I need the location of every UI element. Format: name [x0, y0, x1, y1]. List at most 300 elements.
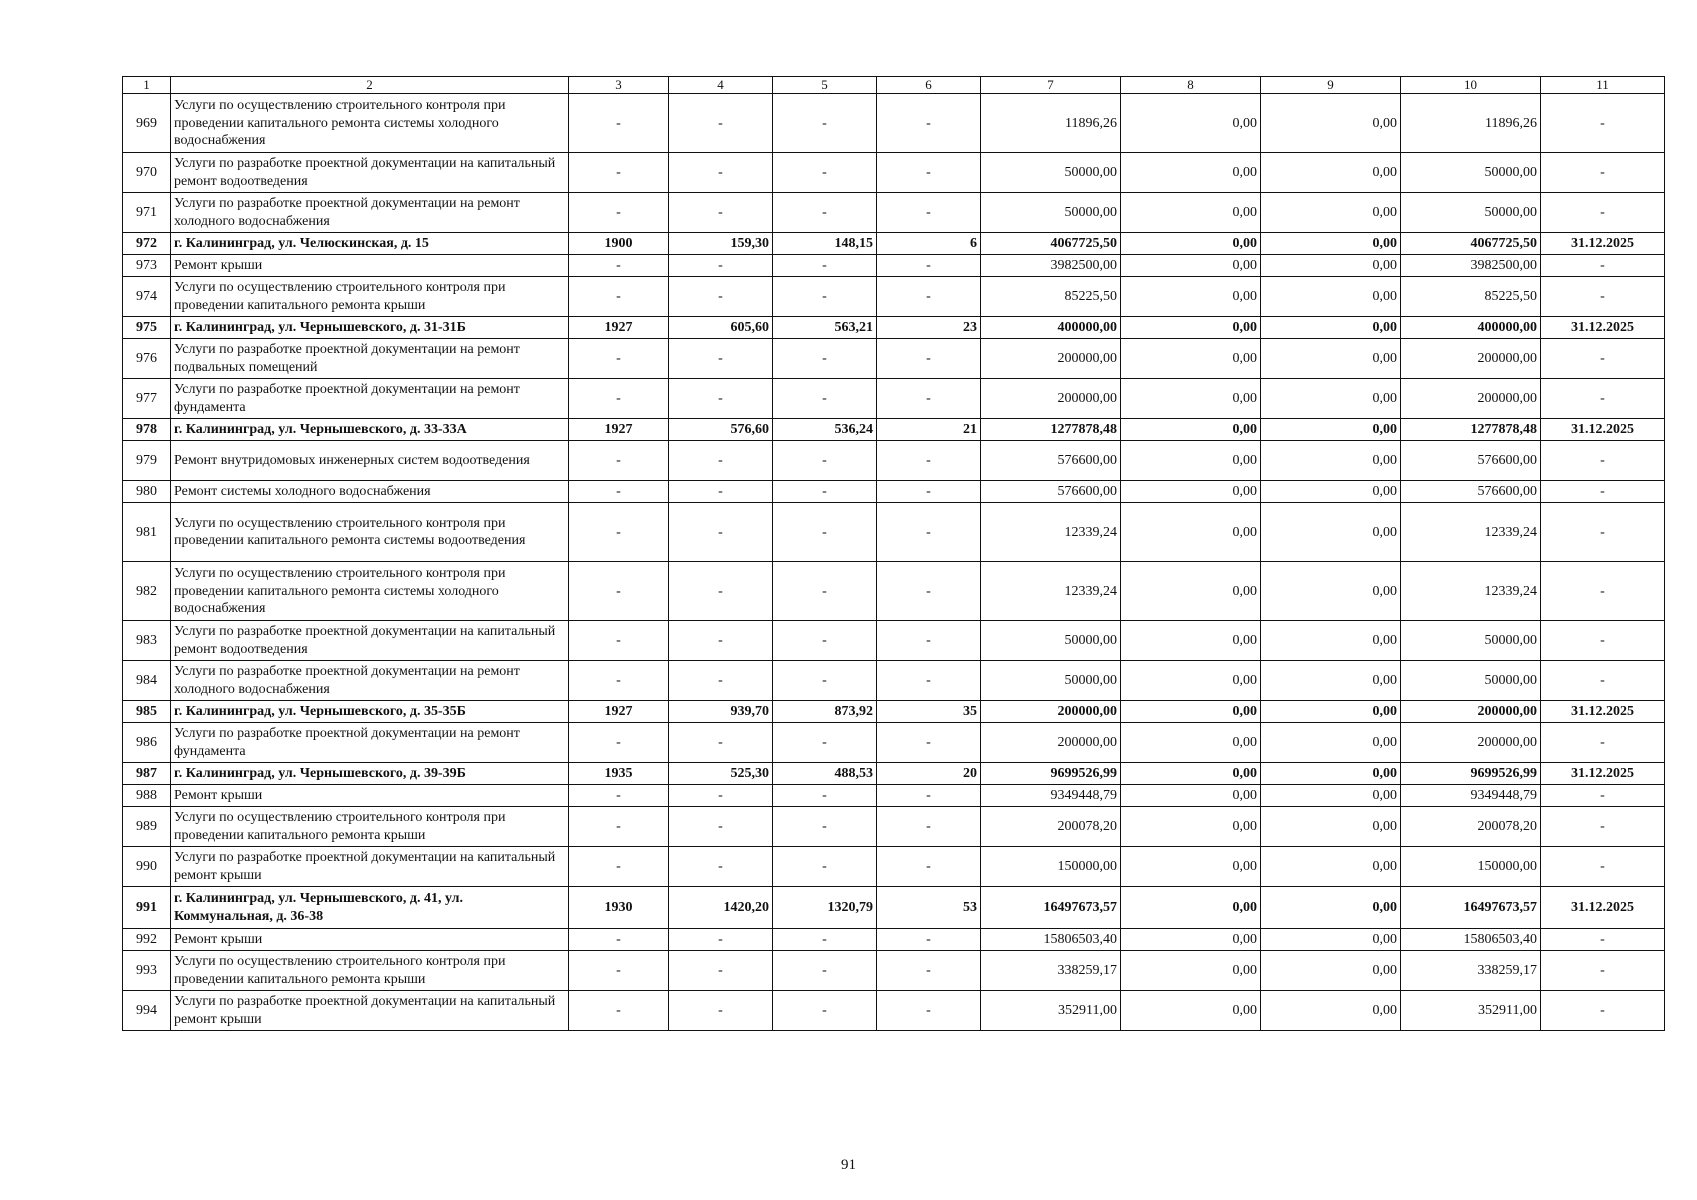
residential-area-cell: -: [773, 153, 877, 193]
total-area-cell: -: [669, 481, 773, 503]
residential-area-cell: -: [773, 339, 877, 379]
deadline-cell: -: [1541, 621, 1665, 661]
table-row: [123, 785, 1665, 807]
cost-cell-9: 0,00: [1261, 763, 1401, 785]
total-cost-cell: 400000,00: [981, 317, 1121, 339]
residents-cell: -: [877, 339, 981, 379]
row-number: 970: [123, 153, 171, 193]
residential-area-cell: -: [773, 621, 877, 661]
year-built-cell: -: [569, 785, 669, 807]
deadline-cell: 31.12.2025: [1541, 317, 1665, 339]
residents-cell: -: [877, 991, 981, 1031]
row-number: 992: [123, 929, 171, 951]
total-area-cell: 159,30: [669, 233, 773, 255]
table-row: [123, 317, 1665, 339]
year-built-cell: 1927: [569, 419, 669, 441]
residential-area-cell: -: [773, 785, 877, 807]
year-built-cell: 1935: [569, 763, 669, 785]
row-number: 978: [123, 419, 171, 441]
cost-cell-9: 0,00: [1261, 481, 1401, 503]
cost-cell-8: 0,00: [1121, 277, 1261, 317]
total-area-cell: -: [669, 785, 773, 807]
work-description: Услуги по разработке проектной документации на ремонт подвальных помещений: [171, 339, 569, 379]
year-built-cell: -: [569, 562, 669, 621]
residents-cell: 23: [877, 317, 981, 339]
deadline-cell: -: [1541, 562, 1665, 621]
residents-cell: -: [877, 255, 981, 277]
residential-area-cell: -: [773, 991, 877, 1031]
total-area-cell: -: [669, 339, 773, 379]
residential-area-cell: -: [773, 481, 877, 503]
cost-cell-10: 15806503,40: [1401, 929, 1541, 951]
residents-cell: -: [877, 621, 981, 661]
residential-area-cell: 873,92: [773, 701, 877, 723]
residents-cell: -: [877, 481, 981, 503]
cost-cell-8: 0,00: [1121, 991, 1261, 1031]
residents-cell: -: [877, 929, 981, 951]
cost-cell-10: 1277878,48: [1401, 419, 1541, 441]
total-area-cell: -: [669, 991, 773, 1031]
year-built-cell: -: [569, 951, 669, 991]
year-built-cell: -: [569, 847, 669, 887]
cost-cell-10: 200000,00: [1401, 379, 1541, 419]
residents-cell: 6: [877, 233, 981, 255]
table-row: [123, 701, 1665, 723]
total-cost-cell: 200078,20: [981, 807, 1121, 847]
row-number: 991: [123, 887, 171, 929]
work-description: Услуги по разработке проектной документации на ремонт фундамента: [171, 723, 569, 763]
table-row: [123, 562, 1665, 621]
work-description: Услуги по осуществлению строительного контроля при проведении капитального ремонта крыши: [171, 277, 569, 317]
residents-cell: -: [877, 193, 981, 233]
work-description: Ремонт крыши: [171, 929, 569, 951]
year-built-cell: -: [569, 339, 669, 379]
total-area-cell: -: [669, 723, 773, 763]
residential-area-cell: 1320,79: [773, 887, 877, 929]
total-area-cell: -: [669, 951, 773, 991]
repair-program-table: [122, 76, 1665, 1031]
cost-cell-10: 4067725,50: [1401, 233, 1541, 255]
deadline-cell: -: [1541, 255, 1665, 277]
total-cost-cell: 50000,00: [981, 621, 1121, 661]
deadline-cell: -: [1541, 277, 1665, 317]
year-built-cell: -: [569, 255, 669, 277]
cost-cell-9: 0,00: [1261, 419, 1401, 441]
row-number: 984: [123, 661, 171, 701]
deadline-cell: -: [1541, 379, 1665, 419]
cost-cell-8: 0,00: [1121, 379, 1261, 419]
table-row: [123, 723, 1665, 763]
total-area-cell: -: [669, 277, 773, 317]
residential-area-cell: 563,21: [773, 317, 877, 339]
row-number: 979: [123, 441, 171, 481]
building-address: г. Калининград, ул. Чернышевского, д. 35-35Б: [171, 701, 569, 723]
total-area-cell: -: [669, 255, 773, 277]
year-built-cell: -: [569, 621, 669, 661]
total-area-cell: -: [669, 441, 773, 481]
total-area-cell: -: [669, 621, 773, 661]
total-cost-cell: 12339,24: [981, 503, 1121, 562]
row-number: 993: [123, 951, 171, 991]
total-cost-cell: 576600,00: [981, 441, 1121, 481]
total-cost-cell: 9699526,99: [981, 763, 1121, 785]
residents-cell: -: [877, 562, 981, 621]
deadline-cell: -: [1541, 929, 1665, 951]
residents-cell: -: [877, 503, 981, 562]
total-cost-cell: 4067725,50: [981, 233, 1121, 255]
year-built-cell: -: [569, 94, 669, 153]
cost-cell-8: 0,00: [1121, 723, 1261, 763]
table-row: [123, 153, 1665, 193]
work-description: Услуги по осуществлению строительного контроля при проведении капитального ремонта системы холодного водоснабжения: [171, 94, 569, 153]
building-address: г. Калининград, ул. Чернышевского, д. 41, ул. Коммунальная, д. 36-38: [171, 887, 569, 929]
column-header: 10: [1401, 77, 1541, 94]
cost-cell-8: 0,00: [1121, 661, 1261, 701]
deadline-cell: 31.12.2025: [1541, 887, 1665, 929]
year-built-cell: -: [569, 153, 669, 193]
building-address: г. Калининград, ул. Челюскинская, д. 15: [171, 233, 569, 255]
table-row: [123, 621, 1665, 661]
cost-cell-9: 0,00: [1261, 379, 1401, 419]
table-row: [123, 233, 1665, 255]
row-number: 980: [123, 481, 171, 503]
total-cost-cell: 200000,00: [981, 701, 1121, 723]
table-row: [123, 441, 1665, 481]
residents-cell: 53: [877, 887, 981, 929]
cost-cell-9: 0,00: [1261, 233, 1401, 255]
row-number: 981: [123, 503, 171, 562]
table-row: [123, 929, 1665, 951]
total-area-cell: -: [669, 562, 773, 621]
cost-cell-10: 50000,00: [1401, 153, 1541, 193]
work-description: Услуги по разработке проектной документации на капитальный ремонт крыши: [171, 991, 569, 1031]
deadline-cell: -: [1541, 807, 1665, 847]
column-header: 8: [1121, 77, 1261, 94]
residents-cell: -: [877, 153, 981, 193]
cost-cell-10: 3982500,00: [1401, 255, 1541, 277]
year-built-cell: -: [569, 441, 669, 481]
row-number: 983: [123, 621, 171, 661]
total-area-cell: -: [669, 94, 773, 153]
total-area-cell: 1420,20: [669, 887, 773, 929]
column-header: 11: [1541, 77, 1665, 94]
cost-cell-8: 0,00: [1121, 233, 1261, 255]
table-row: [123, 763, 1665, 785]
cost-cell-10: 150000,00: [1401, 847, 1541, 887]
work-description: Услуги по разработке проектной документации на капитальный ремонт крыши: [171, 847, 569, 887]
cost-cell-8: 0,00: [1121, 562, 1261, 621]
cost-cell-8: 0,00: [1121, 94, 1261, 153]
cost-cell-10: 200078,20: [1401, 807, 1541, 847]
total-cost-cell: 50000,00: [981, 153, 1121, 193]
work-description: Ремонт системы холодного водоснабжения: [171, 481, 569, 503]
table-row: [123, 379, 1665, 419]
document-table-area: [122, 76, 1664, 1031]
cost-cell-9: 0,00: [1261, 701, 1401, 723]
residents-cell: 35: [877, 701, 981, 723]
residential-area-cell: -: [773, 661, 877, 701]
cost-cell-10: 200000,00: [1401, 701, 1541, 723]
cost-cell-8: 0,00: [1121, 255, 1261, 277]
cost-cell-9: 0,00: [1261, 94, 1401, 153]
total-area-cell: -: [669, 929, 773, 951]
deadline-cell: -: [1541, 951, 1665, 991]
total-cost-cell: 200000,00: [981, 339, 1121, 379]
work-description: Услуги по осуществлению строительного контроля при проведении капитального ремонта крыши: [171, 807, 569, 847]
row-number: 989: [123, 807, 171, 847]
deadline-cell: 31.12.2025: [1541, 701, 1665, 723]
column-header: 7: [981, 77, 1121, 94]
year-built-cell: -: [569, 379, 669, 419]
total-area-cell: 605,60: [669, 317, 773, 339]
year-built-cell: -: [569, 991, 669, 1031]
cost-cell-8: 0,00: [1121, 887, 1261, 929]
cost-cell-10: 11896,26: [1401, 94, 1541, 153]
total-area-cell: 525,30: [669, 763, 773, 785]
work-description: Услуги по осуществлению строительного контроля при проведении капитального ремонта системы холодного водоснабжения: [171, 562, 569, 621]
row-number: 986: [123, 723, 171, 763]
total-cost-cell: 352911,00: [981, 991, 1121, 1031]
cost-cell-9: 0,00: [1261, 503, 1401, 562]
cost-cell-9: 0,00: [1261, 317, 1401, 339]
building-address: г. Калининград, ул. Чернышевского, д. 39-39Б: [171, 763, 569, 785]
work-description: Услуги по разработке проектной документации на ремонт фундамента: [171, 379, 569, 419]
cost-cell-10: 12339,24: [1401, 503, 1541, 562]
total-cost-cell: 200000,00: [981, 723, 1121, 763]
total-cost-cell: 150000,00: [981, 847, 1121, 887]
total-area-cell: 576,60: [669, 419, 773, 441]
total-cost-cell: 9349448,79: [981, 785, 1121, 807]
table-row: [123, 887, 1665, 929]
work-description: Ремонт крыши: [171, 785, 569, 807]
row-number: 987: [123, 763, 171, 785]
deadline-cell: -: [1541, 481, 1665, 503]
cost-cell-9: 0,00: [1261, 153, 1401, 193]
column-header: 3: [569, 77, 669, 94]
row-number: 990: [123, 847, 171, 887]
residents-cell: -: [877, 441, 981, 481]
year-built-cell: 1930: [569, 887, 669, 929]
residential-area-cell: 536,24: [773, 419, 877, 441]
total-cost-cell: 16497673,57: [981, 887, 1121, 929]
cost-cell-8: 0,00: [1121, 763, 1261, 785]
residents-cell: -: [877, 661, 981, 701]
row-number: 977: [123, 379, 171, 419]
residential-area-cell: -: [773, 441, 877, 481]
row-number: 974: [123, 277, 171, 317]
row-number: 973: [123, 255, 171, 277]
residents-cell: -: [877, 94, 981, 153]
residential-area-cell: -: [773, 723, 877, 763]
work-description: Услуги по разработке проектной документации на ремонт холодного водоснабжения: [171, 661, 569, 701]
residents-cell: -: [877, 785, 981, 807]
column-header: 1: [123, 77, 171, 94]
deadline-cell: -: [1541, 991, 1665, 1031]
cost-cell-9: 0,00: [1261, 887, 1401, 929]
residential-area-cell: 488,53: [773, 763, 877, 785]
total-cost-cell: 50000,00: [981, 193, 1121, 233]
cost-cell-8: 0,00: [1121, 317, 1261, 339]
row-number: 988: [123, 785, 171, 807]
cost-cell-9: 0,00: [1261, 255, 1401, 277]
total-cost-cell: 1277878,48: [981, 419, 1121, 441]
residential-area-cell: -: [773, 562, 877, 621]
residents-cell: -: [877, 379, 981, 419]
total-cost-cell: 576600,00: [981, 481, 1121, 503]
work-description: Услуги по разработке проектной документации на капитальный ремонт водоотведения: [171, 621, 569, 661]
cost-cell-8: 0,00: [1121, 193, 1261, 233]
cost-cell-10: 338259,17: [1401, 951, 1541, 991]
row-number: 972: [123, 233, 171, 255]
cost-cell-10: 16497673,57: [1401, 887, 1541, 929]
cost-cell-9: 0,00: [1261, 723, 1401, 763]
total-area-cell: -: [669, 847, 773, 887]
total-cost-cell: 11896,26: [981, 94, 1121, 153]
cost-cell-9: 0,00: [1261, 847, 1401, 887]
cost-cell-10: 9699526,99: [1401, 763, 1541, 785]
deadline-cell: 31.12.2025: [1541, 763, 1665, 785]
residential-area-cell: -: [773, 807, 877, 847]
row-number: 975: [123, 317, 171, 339]
year-built-cell: 1900: [569, 233, 669, 255]
cost-cell-10: 12339,24: [1401, 562, 1541, 621]
cost-cell-9: 0,00: [1261, 929, 1401, 951]
table-row: [123, 807, 1665, 847]
column-header: 5: [773, 77, 877, 94]
cost-cell-10: 352911,00: [1401, 991, 1541, 1031]
cost-cell-9: 0,00: [1261, 277, 1401, 317]
page-number: 91: [841, 1157, 856, 1173]
table-row: [123, 419, 1665, 441]
year-built-cell: -: [569, 661, 669, 701]
row-number: 971: [123, 193, 171, 233]
total-area-cell: -: [669, 503, 773, 562]
deadline-cell: -: [1541, 441, 1665, 481]
cost-cell-10: 200000,00: [1401, 339, 1541, 379]
table-row: [123, 847, 1665, 887]
cost-cell-8: 0,00: [1121, 339, 1261, 379]
table-row: [123, 277, 1665, 317]
cost-cell-8: 0,00: [1121, 419, 1261, 441]
table-row: [123, 481, 1665, 503]
cost-cell-10: 50000,00: [1401, 661, 1541, 701]
cost-cell-9: 0,00: [1261, 661, 1401, 701]
residential-area-cell: -: [773, 193, 877, 233]
total-cost-cell: 338259,17: [981, 951, 1121, 991]
deadline-cell: -: [1541, 723, 1665, 763]
deadline-cell: -: [1541, 785, 1665, 807]
year-built-cell: -: [569, 277, 669, 317]
residential-area-cell: -: [773, 847, 877, 887]
building-address: г. Калининград, ул. Чернышевского, д. 33-33А: [171, 419, 569, 441]
deadline-cell: 31.12.2025: [1541, 419, 1665, 441]
deadline-cell: -: [1541, 193, 1665, 233]
table-row: [123, 991, 1665, 1031]
deadline-cell: 31.12.2025: [1541, 233, 1665, 255]
year-built-cell: 1927: [569, 701, 669, 723]
row-number: 985: [123, 701, 171, 723]
total-cost-cell: 50000,00: [981, 661, 1121, 701]
table-row: [123, 94, 1665, 153]
deadline-cell: -: [1541, 661, 1665, 701]
cost-cell-10: 400000,00: [1401, 317, 1541, 339]
residential-area-cell: -: [773, 929, 877, 951]
residents-cell: 20: [877, 763, 981, 785]
row-number: 969: [123, 94, 171, 153]
residential-area-cell: -: [773, 951, 877, 991]
work-description: Услуги по осуществлению строительного контроля при проведении капитального ремонта системы водоотведения: [171, 503, 569, 562]
total-cost-cell: 85225,50: [981, 277, 1121, 317]
residential-area-cell: -: [773, 503, 877, 562]
deadline-cell: -: [1541, 339, 1665, 379]
total-cost-cell: 3982500,00: [981, 255, 1121, 277]
residential-area-cell: -: [773, 255, 877, 277]
work-description: Услуги по осуществлению строительного контроля при проведении капитального ремонта крыши: [171, 951, 569, 991]
total-area-cell: -: [669, 379, 773, 419]
cost-cell-10: 50000,00: [1401, 193, 1541, 233]
deadline-cell: -: [1541, 503, 1665, 562]
cost-cell-9: 0,00: [1261, 339, 1401, 379]
column-header: 9: [1261, 77, 1401, 94]
cost-cell-9: 0,00: [1261, 785, 1401, 807]
year-built-cell: -: [569, 807, 669, 847]
cost-cell-9: 0,00: [1261, 621, 1401, 661]
residents-cell: -: [877, 277, 981, 317]
cost-cell-9: 0,00: [1261, 951, 1401, 991]
cost-cell-8: 0,00: [1121, 951, 1261, 991]
cost-cell-10: 85225,50: [1401, 277, 1541, 317]
work-description: Услуги по разработке проектной документации на капитальный ремонт водоотведения: [171, 153, 569, 193]
total-cost-cell: 12339,24: [981, 562, 1121, 621]
cost-cell-9: 0,00: [1261, 807, 1401, 847]
cost-cell-8: 0,00: [1121, 701, 1261, 723]
table-row: [123, 255, 1665, 277]
total-area-cell: -: [669, 153, 773, 193]
cost-cell-8: 0,00: [1121, 441, 1261, 481]
deadline-cell: -: [1541, 94, 1665, 153]
table-row: [123, 951, 1665, 991]
cost-cell-9: 0,00: [1261, 193, 1401, 233]
year-built-cell: -: [569, 723, 669, 763]
row-number: 994: [123, 991, 171, 1031]
cost-cell-10: 576600,00: [1401, 441, 1541, 481]
building-address: г. Калининград, ул. Чернышевского, д. 31-31Б: [171, 317, 569, 339]
residents-cell: 21: [877, 419, 981, 441]
cost-cell-8: 0,00: [1121, 503, 1261, 562]
residents-cell: -: [877, 951, 981, 991]
cost-cell-10: 200000,00: [1401, 723, 1541, 763]
row-number: 976: [123, 339, 171, 379]
table-row: [123, 193, 1665, 233]
cost-cell-9: 0,00: [1261, 441, 1401, 481]
work-description: Ремонт внутридомовых инженерных систем водоотведения: [171, 441, 569, 481]
year-built-cell: -: [569, 481, 669, 503]
cost-cell-8: 0,00: [1121, 153, 1261, 193]
column-header: 4: [669, 77, 773, 94]
cost-cell-8: 0,00: [1121, 481, 1261, 503]
residential-area-cell: -: [773, 379, 877, 419]
year-built-cell: -: [569, 193, 669, 233]
deadline-cell: -: [1541, 153, 1665, 193]
residents-cell: -: [877, 847, 981, 887]
year-built-cell: -: [569, 503, 669, 562]
row-number: 982: [123, 562, 171, 621]
deadline-cell: -: [1541, 847, 1665, 887]
residents-cell: -: [877, 807, 981, 847]
total-cost-cell: 15806503,40: [981, 929, 1121, 951]
header-row: [123, 77, 1665, 94]
cost-cell-8: 0,00: [1121, 785, 1261, 807]
